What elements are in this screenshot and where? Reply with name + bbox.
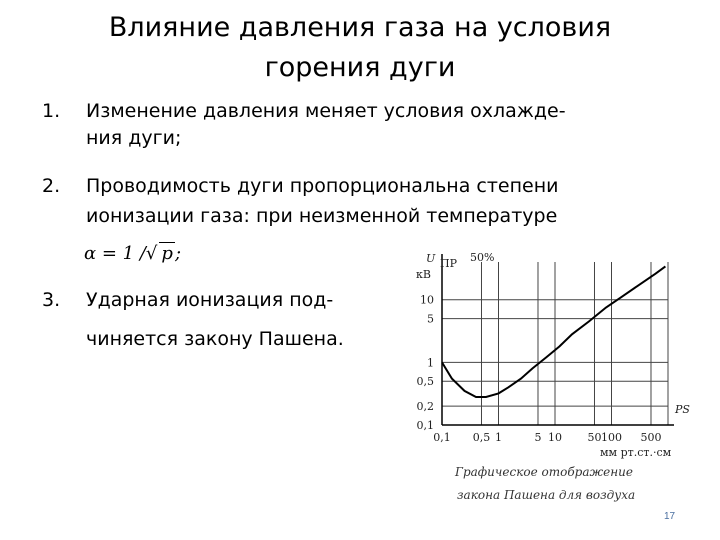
x-tick-label: 0,5 [472,431,491,444]
y-tick-label: 5 [427,312,434,326]
list-number: 2. [42,175,61,197]
y-axis-subscript: ПР [440,257,457,270]
list-text-line-1: Изменение давления меняет условия охлажде- [86,100,566,122]
y-axis-note: 50% [470,251,495,264]
chart-caption-line-1: Графическое отображение [455,465,633,479]
series-line [442,266,665,397]
x-axis-label: PS [675,403,690,416]
y-tick-label: 0,1 [416,419,434,432]
x-tick-label: 100 [601,431,622,444]
x-axis-unit: мм рт.ст.·см [600,446,672,459]
x-tick-label: 1 [495,431,502,444]
x-tick-label: 50 [587,431,602,444]
list-text-line-2: ионизации газа: при неизменной температуре [86,205,558,227]
list-number: 1. [42,100,61,122]
formula-tail: ; [174,243,182,264]
y-axis-symbol: U [426,252,436,265]
list-text-line-2: ния дуги; [86,127,182,149]
formula-lhs: α = 1 / [84,243,146,264]
y-tick-labels [417,294,435,432]
chart-grid [442,262,668,425]
list-text-line-1: Ударная ионизация под- [86,289,334,311]
x-tick-labels [433,431,661,444]
title-line-2: горения дуги [264,52,456,83]
x-tick-label: 0,1 [433,431,451,444]
y-axis-unit: кВ [416,268,431,281]
sqrt-sign: √ [145,243,158,264]
list-text-line-1: Проводимость дуги пропорциональна степени [86,175,559,197]
y-tick-label: 0,5 [416,375,434,389]
list-number: 3. [42,289,61,311]
list-text-line-2: чиняется закону Пашена. [86,328,344,350]
chart-caption-line-2: закона Пашена для воздуха [457,488,636,502]
y-tick-label: 10 [420,293,434,307]
x-tick-label: 10 [548,431,562,444]
x-tick-label: 5 [534,431,542,444]
chart-axes [442,254,674,425]
y-tick-label: 1 [427,356,434,370]
formula-radicand: p [161,243,173,264]
x-tick-label: 500 [640,431,662,444]
title-line-1: Влияние давления газа на условия [108,12,612,43]
y-tick-label: 0,2 [416,400,434,414]
page-number: 17 [664,511,676,522]
